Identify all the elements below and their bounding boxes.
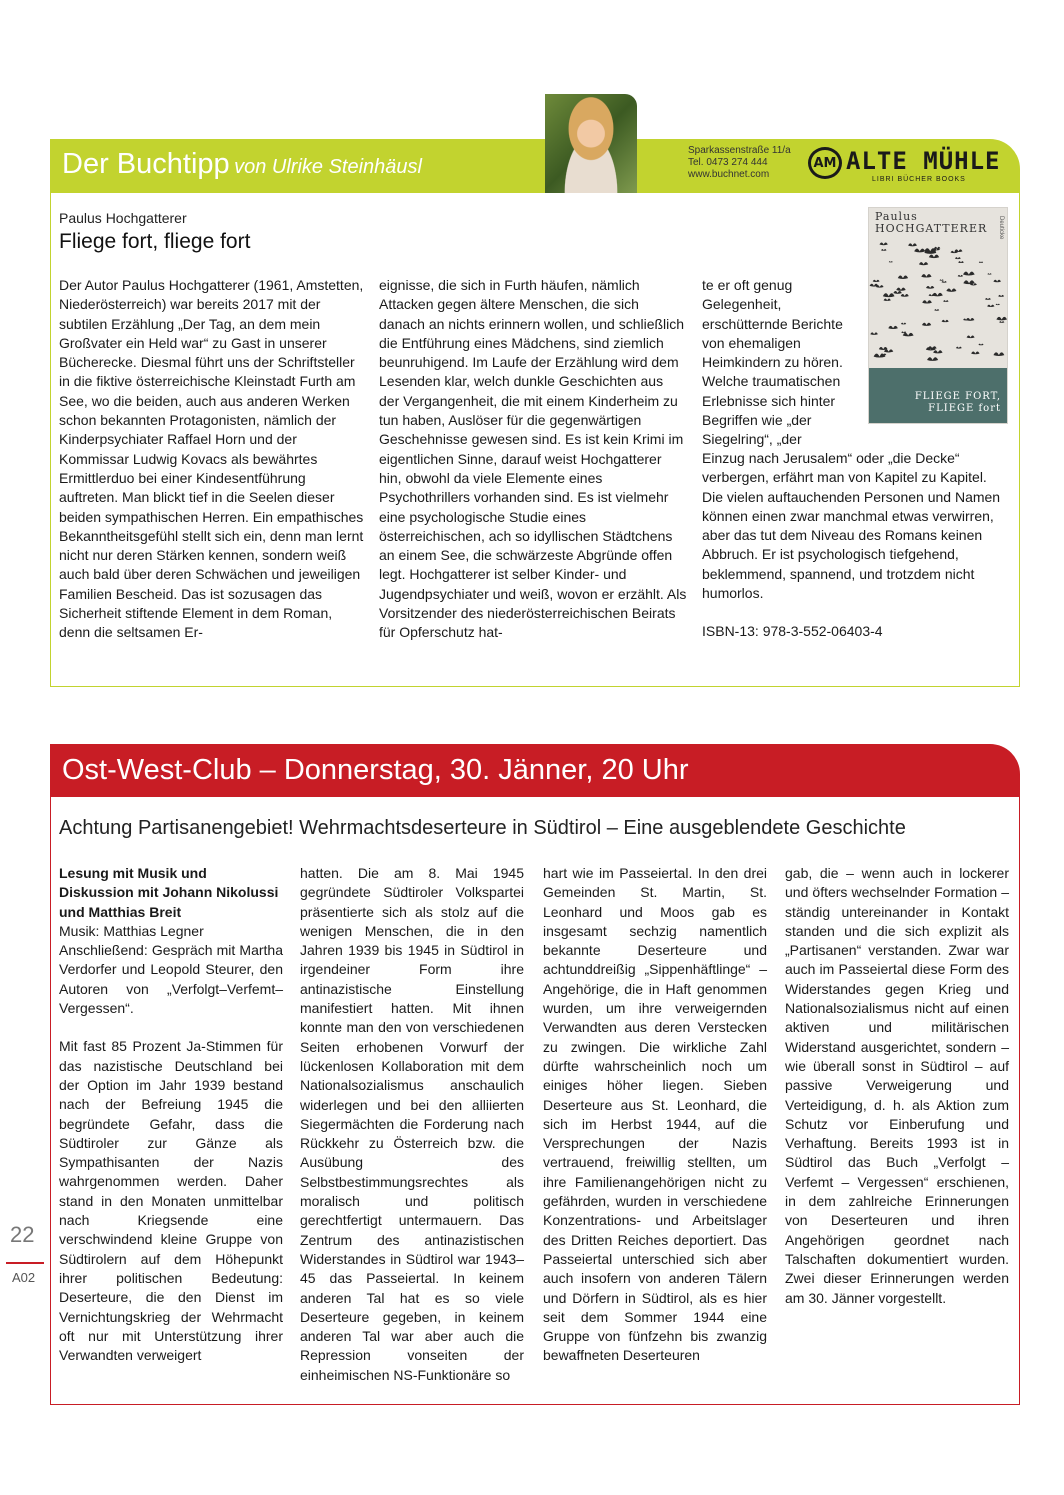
bird-shape bbox=[993, 280, 1001, 283]
page-number: 22 bbox=[10, 1222, 35, 1247]
bird-shape bbox=[922, 300, 932, 303]
bird-shape bbox=[901, 331, 906, 333]
buchtipp-column-3-narrow bbox=[702, 276, 858, 450]
buchtipp-col2-text: eignisse, die sich in Furth häufen, nämlich Attacken gegen ältere Menschen, die sich danach an nichts erinnern wollen, und schließlich die Entführung eines Mädchens, sind ziemlich beunruhigend. Im Laufe der Erzählung wird dem Lesenden klar, welch dunkle Geschichten aus der Vergangenheit, die mit einem Kinderheim zu tun haben, Auslöser für die gegenwärtigen Geschehnisse gewesen sind. Es ist kein Krimi im eigentlichen Sinne, darauf weist Hochgatterer hin, obwohl da viele Elemente eines Psychothrillers vorhanden sind. Es ist vielmehr eine psychologische Studie eines österreichischen, ach so idyllischen Städtchens an einem See, die schwärzeste Abgründe offen legt. Hochgatterer ist selber Kinder- und Jugendpsychiater und weiß, wovon er erzählt. Als Vorsitzender des niederösterreichischen Beirats für Opferschutz hat- bbox=[379, 277, 687, 641]
ostwest-column-1 bbox=[59, 864, 283, 1365]
bird-shape bbox=[874, 354, 886, 358]
shop-web: www.buchnet.com bbox=[688, 169, 770, 180]
ostwest-column-3 bbox=[543, 864, 767, 1366]
bird-shape bbox=[963, 318, 969, 320]
buchtipp-column-1 bbox=[59, 276, 367, 643]
bird-shape bbox=[956, 347, 962, 349]
cover-author bbox=[875, 211, 987, 235]
bird-shape bbox=[967, 335, 975, 338]
bird-shape bbox=[883, 293, 895, 297]
bird-shape bbox=[889, 261, 893, 262]
book-cover-image bbox=[868, 207, 1008, 424]
ostwest-subtitle: Achtung Partisanengebiet! Wehrmachtsdeserteure in Südtirol – Eine ausgeblendete Geschichte bbox=[59, 817, 906, 839]
cover-author-first: Paulus bbox=[875, 210, 918, 223]
cover-title-line2: FLIEGE fort bbox=[928, 403, 1001, 414]
ostwest-col1-body: Mit fast 85 Prozent Ja-Stimmen für das nazistische Deutschland bei der Option im Jahr 1939 bestand nach der Befreiung 1945 die begründete Gefahr, dass die Südtiroler zur Gänze als Sympathisanten der Nazis wahrgenommen werden. Daher stand in den Monaten unmittelbar nach Kriegsende eine verschwindend kleine Gruppe von Südtirolern auf dem Höhepunkt ihrer politischen Bedeutung: Deserteure, die den Dienst im Vernichtungskrieg der Wehrmacht oft nur mit Unterstützung ihrer Verwandten verweigert bbox=[59, 1038, 283, 1364]
bird-shape bbox=[958, 261, 964, 263]
bird-shape bbox=[978, 344, 983, 346]
bird-shape bbox=[951, 251, 958, 253]
event-lead: Lesung mit Musik und Diskussion mit Johann Nikolussi und Matthias Breit bbox=[59, 865, 279, 920]
bird-shape bbox=[908, 243, 917, 246]
bookshop-contact bbox=[688, 145, 791, 181]
bird-shape bbox=[893, 291, 901, 294]
book-title: Fliege fort, fliege fort bbox=[59, 230, 251, 253]
bird-shape bbox=[922, 323, 931, 326]
bird-shape bbox=[985, 298, 991, 300]
bird-shape bbox=[943, 300, 948, 302]
ostwest-column-2 bbox=[300, 864, 524, 1385]
page-number-rule bbox=[6, 1262, 44, 1264]
bird-shape bbox=[942, 281, 947, 283]
bird-shape bbox=[888, 326, 898, 329]
bird-shape bbox=[919, 262, 928, 265]
bird-shape bbox=[963, 280, 974, 284]
ostwest-col4-text: gab, die – wenn auch in lockerer und öfters wechselnder Formation – ständig untereinander in Kontakt standen und die sich explizit als „Partisanen“ verstanden. Zwar war auch im Passeiertal diese Form des Widerstandes gegen Krieg und Nationalsozialismus nicht auf einen aktiven und militärischen Widerstand ausgerichtet, sondern – wie überall sonst in Südtirol – auf passive Verweigerung und Verteidigung, d. h. als Aktion zum Schutz vor Einberufung und Verhaftung. Bereits 1993 ist in Südtirol das Buch „Verfolgt – Verfemt – Vergessen“ erschienen, in dem zahlreiche Erinnerungen von Deserteuren und ihren Angehörigen geordnet nach Talschaften dokumentiert wurden. Zwei dieser Erinnerungen werden am 30. Jänner vorgestellt. bbox=[785, 865, 1009, 1306]
bird-shape bbox=[933, 350, 942, 353]
buchtipp-col3-narrow-text: te er oft genug Gelegenheit, erschütternde Berichte von ehemaligen Heimkindern zu hören. Welche traumatischen Erlebnisse sich hinter Begriffen wie „der Siegelring“, „der bbox=[702, 277, 843, 448]
ostwest-header-title: Ost-West-Club – Donnerstag, 30. Jänner, 20 Uhr bbox=[62, 754, 689, 786]
bird-shape bbox=[914, 249, 925, 253]
ostwest-col2-text: hatten. Die am 8. Mai 1945 gegründete Südtiroler Volkspartei präsentierte sich als stolz auf die wenigen Menschen, die in den Jahren 1939 bis 1945 in Südtirol in irgendeiner Form ihre antinazistische Einstellung manifestiert hatten. Mit ihnen konnte man den von verschiedenen Seiten erhobenen Vorwurf der lückenlosen Kollaboration mit dem Nationalsozialismus anschaulich widerlegen und bei den alliierten Siegermächten die Forderung nach Rückkehr zu Österreich bzw. die Ausübung des Selbstbestimmungsrechtes als moralisch und politisch gerechtfertigt untermauern. Das Zentrum des antinazistischen Widerstandes in Südtirol war 1943–45 das Passeiertal. In keinem anderen Tal hat es so viele Deserteure gegeben, in keinem anderen Tal war aber auch die Repression vonseiten der einheimischen NS-Funktionäre so bbox=[300, 865, 524, 1383]
author-portrait-photo bbox=[545, 94, 637, 193]
alte-muehle-logo-sub: LIBRI BÜCHER BOOKS bbox=[872, 176, 966, 183]
bird-shape bbox=[927, 357, 938, 361]
bird-shape bbox=[873, 280, 880, 282]
alte-muehle-logo-icon bbox=[808, 147, 842, 179]
buchtipp-col3-wide-text: Einzug nach Jerusalem“ oder „die Decke“ verbergen, erfährt man von Kapitel zu Kapitel. Die vielen auftauchenden Personen und Namen können einen zwar manchmal etwas verwirren, aber das tut dem Niveau des Romans keinen Abbruch. Er ist psychologisch tiefgehend, beklemmend, spannend, und trotzdem nicht humorlos. bbox=[702, 450, 1001, 602]
shop-street: Sparkassenstraße 11/a bbox=[688, 145, 791, 156]
bird-shape bbox=[924, 248, 936, 252]
ostwest-col3-text: hart wie im Passeiertal. In den drei Gemeinden St. Martin, St. Leonhard und Moos gab es insgesamt sechzig namentlich bekannte Deserteure und achtunddreißig „Sippenhäftlinge“ – Angehörige, die in Haft genommen wurden, um ihre verweigernden Verwandten aus deren Verstecken zu zwingen. Die wirkliche Zahl dürfte wahrscheinlich noch um einiges höher liegen. Sieben Deserteure aus St. Leonhard, die sich im Herbst 1944, auf die Versprechungen der Nazis vertrauend, freiwillig stellten, um ihre Familienangehörigen nicht zu gefährden, wurden in verschiedene Konzentrations- und Arbeitslager des Dritten Reiches deportiert. Das Passeiertal unterschied sich aber auch insofern von anderen Tälern und Dörfern in Südtirol, als es hier seit dem Sommer 1944 eine Gruppe von fünfzehn bis zwanzig bewaffneten Deserteuren bbox=[543, 865, 767, 1364]
alte-muehle-logo-name: ALTE MÜHLE bbox=[846, 147, 1001, 175]
event-discussion: Anschließend: Gespräch mit Martha Verdorfer und Leopold Steurer, den Autoren von „Verfolgt–Verfemt–Vergessen“. bbox=[59, 942, 283, 1017]
event-music: Musik: Matthias Legner bbox=[59, 922, 204, 939]
bird-shape bbox=[926, 286, 934, 289]
bird-shape bbox=[870, 332, 878, 335]
buchtipp-title-text: Der Buchtipp bbox=[62, 148, 230, 180]
cover-author-last: HOCHGATTERER bbox=[875, 222, 988, 235]
bird-shape bbox=[971, 352, 979, 355]
page-code: A02 bbox=[12, 1270, 36, 1285]
bird-shape bbox=[999, 321, 1004, 323]
buchtipp-header-title bbox=[62, 148, 422, 181]
bird-shape bbox=[901, 294, 909, 297]
bird-shape bbox=[903, 333, 914, 337]
bird-shape bbox=[901, 323, 906, 325]
bird-shape bbox=[881, 249, 886, 251]
bird-shape bbox=[996, 317, 1007, 321]
bird-shape bbox=[958, 275, 963, 277]
buchtipp-col1-text: Der Autor Paulus Hochgatterer (1961, Amstetten, Niederösterreich) war bereits 2017 mit der subtilen Erzählung „Der Tag, an dem mein Großvater ein Held war“ zu Gast in unserer Bücherecke. Diesmal führt uns der Schriftsteller in die fiktive österreichische Kleinstadt Furth am See, wo die beiden, auch aus anderen Werken schon bekannten Protagonisten, nämlich der Kinderpsychiater Raffael Horn und der Kommissar Ludwig Kovacs als bewährtes Ermittlerduo bei einer Kindesentführung auftreten. Man blickt tief in die Seelen dieser beiden sympathischen Herren. Ein empathisches Bekanntheitsgefühl stellt sich ein, denn man lernt nicht nur deren Stärken kennen, sondern weiß auch bald über deren Schwächen und jeweiligen Familien Bescheid. Das ist sozusagen das Sicherheit stiftende Element in dem Roman, denn die seltsamen Er- bbox=[59, 277, 364, 641]
bird-shape bbox=[955, 257, 961, 259]
bird-shape bbox=[987, 273, 991, 274]
bird-shape bbox=[884, 298, 891, 300]
bird-shape bbox=[998, 295, 1004, 297]
cover-title bbox=[869, 391, 1001, 415]
bird-shape bbox=[993, 352, 1004, 356]
bird-shape bbox=[896, 288, 905, 291]
bird-shape bbox=[996, 304, 1000, 305]
bird-shape bbox=[929, 255, 939, 258]
buchtipp-column-2 bbox=[379, 276, 687, 643]
book-author: Paulus Hochgatterer bbox=[59, 210, 187, 226]
bird-shape bbox=[929, 294, 935, 296]
shop-phone: Tel. 0473 274 444 bbox=[688, 157, 768, 168]
bird-shape bbox=[934, 309, 939, 311]
buchtipp-column-3-wide bbox=[702, 449, 1008, 642]
bird-shape bbox=[876, 285, 884, 288]
cover-publisher-tag: Deuticke bbox=[998, 216, 1004, 240]
book-isbn: ISBN-13: 978-3-552-06403-4 bbox=[702, 623, 883, 640]
bird-shape bbox=[884, 349, 893, 352]
bird-shape bbox=[987, 305, 994, 307]
bird-shape bbox=[879, 242, 887, 245]
bird-shape bbox=[942, 320, 949, 322]
bird-shape bbox=[940, 279, 944, 280]
bird-shape bbox=[963, 272, 975, 276]
bird-shape bbox=[898, 276, 908, 279]
logo-mark: AM bbox=[813, 155, 837, 171]
buchtipp-byline: von Ulrike Steinhäusl bbox=[234, 156, 422, 178]
cover-title-line1: FLIEGE FORT, bbox=[914, 391, 1001, 402]
bird-shape bbox=[946, 288, 956, 291]
ostwest-column-4 bbox=[785, 864, 1009, 1308]
bird-shape bbox=[921, 274, 931, 277]
bird-shape bbox=[979, 262, 983, 263]
